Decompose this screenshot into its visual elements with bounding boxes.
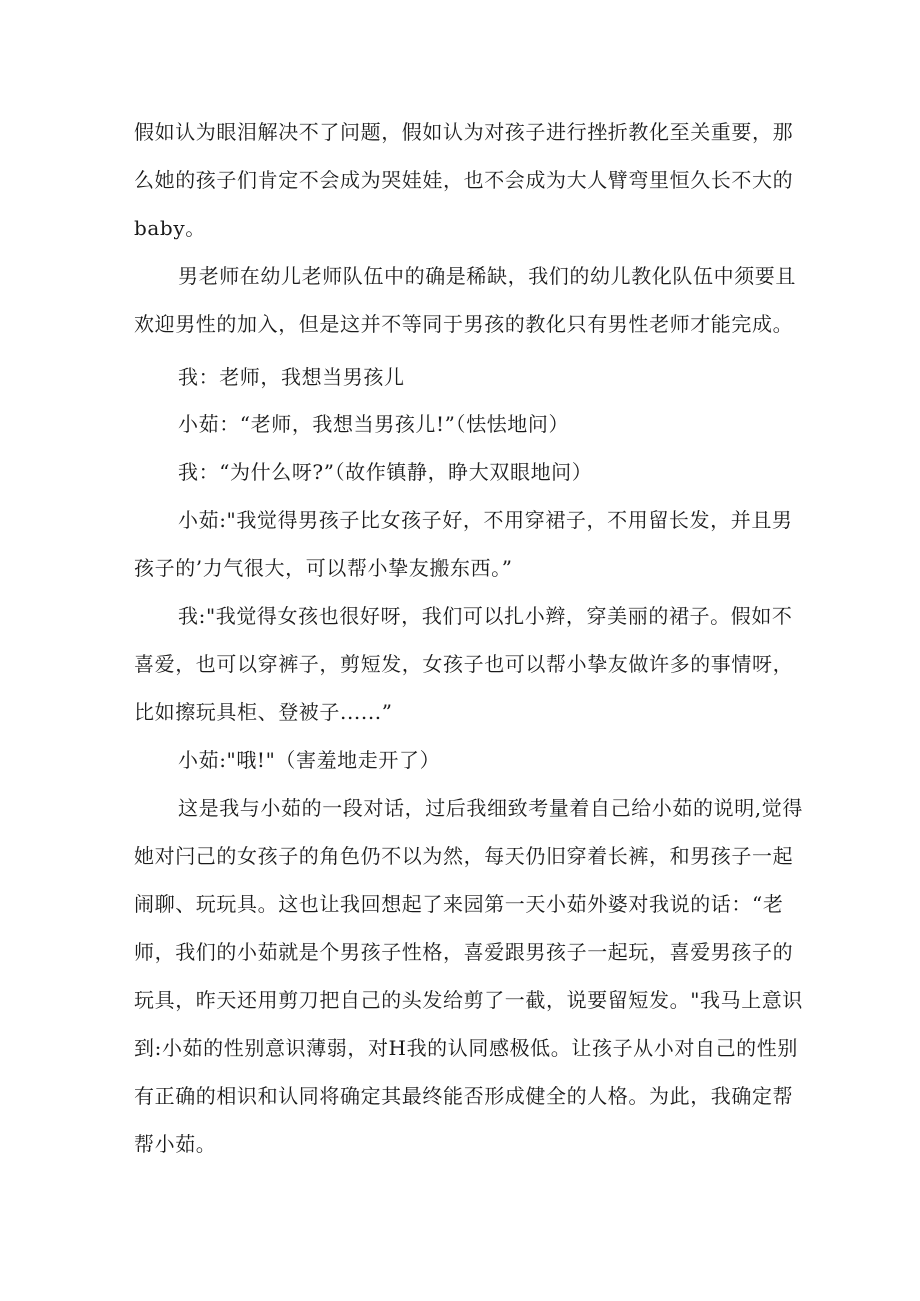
text-line: 欢迎男性的加入，但是这并不等同于男孩的教化只有男性老师才能完成。 <box>134 312 794 336</box>
text-line: 师，我们的小茹就是个男孩子性格，喜爱跟男孩子一起玩，喜爱男孩子的 <box>134 940 794 964</box>
dialogue-line: 我：老师，我想当男孩儿 <box>178 365 405 389</box>
text-line: 玩具，昨天还用剪刀把自己的头发给剪了一截，说要留短发。"我马上意识 <box>134 988 803 1012</box>
text-line: 到:小茹的性别意识薄弱，对H我的认同感极低。让孩子从小对自己的性别 <box>134 1036 798 1060</box>
dialogue-line: 比如擦玩具柜、登被子......” <box>134 700 393 724</box>
dialogue-line: 我:"我觉得女孩也很好呀，我们可以扎小辫，穿美丽的裙子。假如不 <box>178 604 793 628</box>
text-line: 假如认为眼泪解决不了问题，假如认为对孩子进行挫折教化至关重要，那 <box>134 120 794 144</box>
text-line: 帮小茹。 <box>134 1132 217 1156</box>
dialogue-line: 我：“为什么呀?”（故作镇静，睁大双眼地问） <box>178 460 593 484</box>
text-line: 有正确的相识和认同将确定其最终能否形成健全的人格。为此，我确定帮 <box>134 1084 794 1108</box>
text-line: 这是我与小茹的一段对话，过后我细致考量着自己给小茹的说明,觉得 <box>178 796 803 820</box>
dialogue-line: 小茹：“老师，我想当男孩儿!”（怯怯地问） <box>178 412 570 436</box>
text-line: baby。 <box>134 216 206 240</box>
dialogue-line: 喜爱，也可以穿裤子，剪短发，女孩子也可以帮小挚友做许多的事情呀， <box>134 652 794 676</box>
dialogue-line: 孩子的’力气很大，可以帮小挚友搬东西。” <box>134 556 513 580</box>
text-line: 么她的孩子们肯定不会成为哭娃娃，也不会成为大人臂弯里恒久长不大的 <box>134 168 794 192</box>
dialogue-line: 小茹:"哦!"（害羞地走开了） <box>178 748 441 772</box>
dialogue-line: 小茹:"我觉得男孩子比女孩子好，不用穿裙子，不用留长发，并且男 <box>178 508 793 532</box>
text-line: 男老师在幼儿老师队伍中的确是稀缺，我们的幼儿教化队伍中须要且 <box>178 264 796 288</box>
text-line: 她对闩己的女孩子的角色仍不以为然，每天仍旧穿着长裤，和男孩子一起 <box>134 844 794 868</box>
text-line: 闹聊、玩玩具。这也让我回想起了来园第一天小茹外婆对我说的话：“老 <box>134 892 784 916</box>
